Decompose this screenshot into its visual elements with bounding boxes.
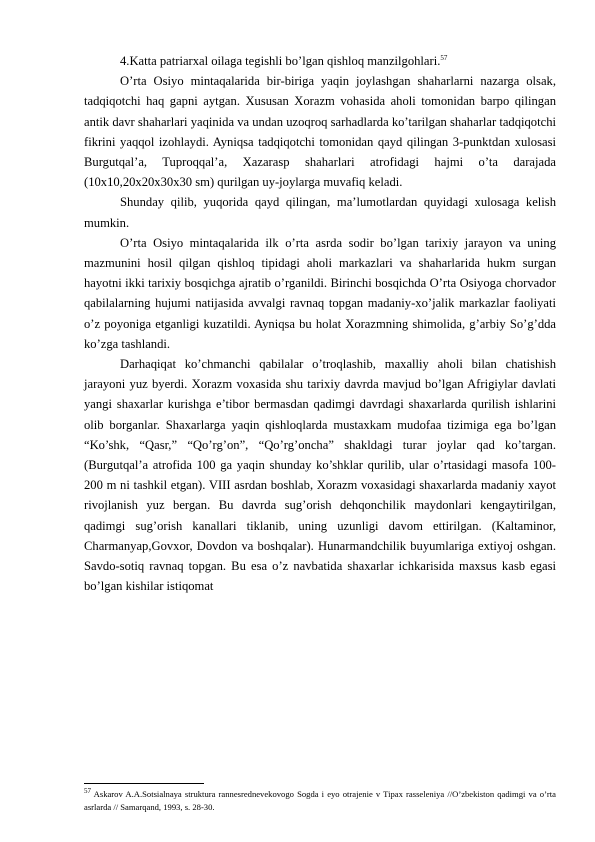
footnote-ref-mark: 57: [440, 53, 448, 62]
footnote-divider: [84, 783, 204, 784]
paragraph: O’rta Osiyo mintaqalarida bir-biriga yaqin joylashgan shaharlarni nazarga olsak, tadqiqotchi haq gapni aytgan. Xususan Xorazm vohasida aholi tomonidan barpo qilingan antik davr shaharlari yaqinida va undan uzoqroq sarhadlarda ko’tarilgan shaharlar tadqiqotchi fikrini yaqqol izohlaydi. Ayniqsa tadqiqotchi tomonidan qayd qilingan 3-punktdan xulosasi Burgutqal’a, Tuproqqal’a, Xazarasp shaharlari atrofidagi hajmi o’ta darajada (10x10,20x20x30x30 sm) qurilgan uy-joylarga muvafiq keladi.: [84, 74, 556, 190]
footnote-text: Askarov A.A.Sotsialnaya struktura rannesrednevekovogo Sogda i eyo otrajenie v Tipax rasseleniya //O’zbekiston qadimgi va o’rta asrlarda // Samarqand, 1993, s. 28-30.: [84, 789, 556, 812]
body-text: [84, 51, 556, 596]
paragraph: Shunday qilib, yuqorida qayd qilingan, ma’lumotlardan quyidagi xulosaga kelish mumkin.: [84, 195, 556, 230]
footnote: [84, 788, 556, 814]
heading-text: 4.Katta patriarxal oilaga tegishli bo’lgan qishloq manzilgohlari.: [120, 54, 441, 68]
paragraph: O’rta Osiyo mintaqalarida ilk o’rta asrda sodir bo’lgan tarixiy jarayon va uning mazmunini hosil qilgan qishloq tipidagi aholi markazlari va shaharlarida hukm surgan hayotni ikki tarixiy bosqichga ajratib o’rganildi. Birinchi bosqichda O’rta Osiyoga chorvador qabilalarning hujumi natijasida avvalgi ravnaq topgan madaniy-xo’jalik markazlar faoliyati o’z poyoniga etganligi kuzatildi. Ayniqsa bu holat Xorazmning shimolida, g’arbiy So’g’dda ko’zga tashlandi.: [84, 235, 556, 351]
section-heading: [84, 51, 556, 71]
paragraph: Darhaqiqat ko’chmanchi qabilalar o’troqlashib, maxalliy aholi bilan chatishish jarayoni yuz byerdi. Xorazm voxasida shu tarixiy davrda mavjud bo’lgan Afrigiylar davlati yangi shaxarlar kurishga e’tibor bermasdan qadimgi davrdagi shaxarlarda qurilish ishlarini olib borganlar. Shaxarlarga yaqin qishloqlarda mustaxkam mudofaa tizimiga ega bo’lgan “Ko’shk, “Qasr,” “Qo’rg’on”, “Qo’rg’oncha” shakldagi turar joylar qad ko’targan. (Burgutqal’a atrofida 100 ga yaqin shunday ko’shklar qurilib, ular o’rtasidagi masofa 100-200 m ni tashkil etgan). VIII asrdan boshlab, Xorazm voxasidagi shaxarlarda madaniy xayot rivojlanish yuz bergan. Bu davrda sug’orish dehqonchilik maydonlari kengaytirilgan, qadimgi sug’orish kanallari tiklanib, uning uzunligi davom ettirilgan. (Kaltaminor, Charmanyap,Govxor, Dovdon va boshqalar). Hunarmandchilik buyumlariga extiyoj oshgan. Savdo-sotiq ravnaq topgan. Bu esa o’z navbatida shaxarlar ichkarisida maxsus kasb egasi bo’lgan kishilar istiqomat: [84, 357, 556, 594]
footnote-number: 57: [84, 787, 91, 796]
